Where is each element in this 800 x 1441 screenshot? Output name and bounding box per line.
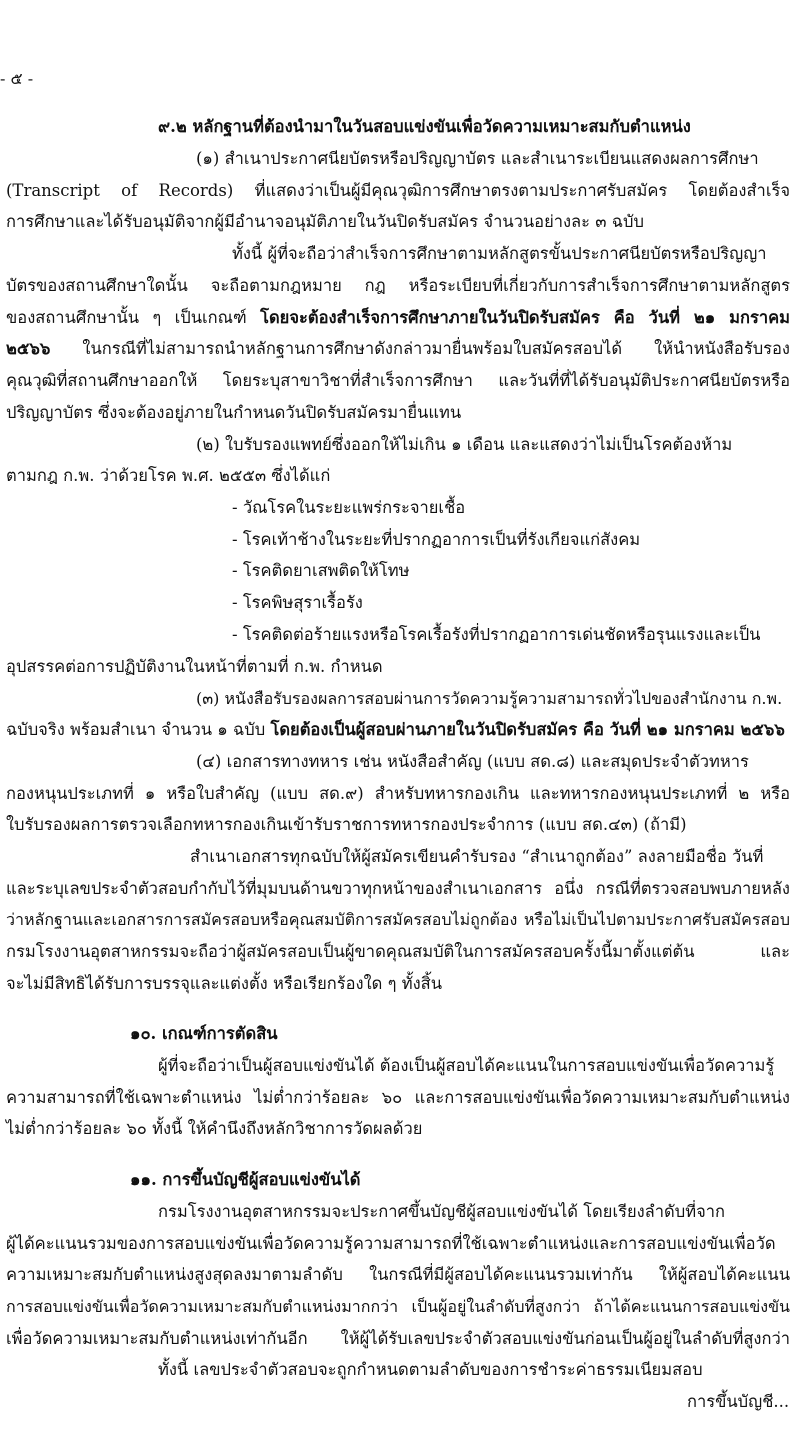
- item-1-line-6-normal: ของสถานศึกษานั้น ๆ เป็นเกณฑ์: [6, 308, 261, 327]
- section-10-heading: ๑๐. เกณฑ์การตัดสิน: [130, 1024, 278, 1043]
- item-1-line-1: (๑) สำเนาประกาศนียบัตรหรือปริญญาบัตร และสำเนาระเบียนแสดงผลการศึกษา: [196, 149, 759, 168]
- item-4-line-3: ใบรับรองผลการตรวจเลือกทหารกองเกินเข้ารับราชการทหารกองประจำการ (แบบ สด.๔๓) (ถ้ามี): [6, 815, 687, 834]
- note-line-5: จะไม่มีสิทธิได้รับการบรรจุและแต่งตั้ง หรือเรียกร้องใด ๆ ทั้งสิ้น: [6, 974, 443, 993]
- item-1-line-6: [6, 307, 790, 329]
- item-1-line-7-bold: ๒๕๖๖: [6, 339, 51, 358]
- item-3-line-2: [6, 719, 785, 741]
- section-11-heading: ๑๑. การขึ้นบัญชีผู้สอบแข่งขันได้: [130, 1170, 361, 1189]
- disease-item-3: - โรคติดยาเสพติดให้โทษ: [232, 561, 410, 580]
- section-9-2-heading: ๙.๒ หลักฐานที่ต้องนำมาในวันสอบแข่งขันเพื่อวัดความเหมาะสมกับตำแหน่ง: [158, 117, 691, 136]
- item-1-line-6-bold: โดยจะต้องสำเร็จการศึกษาภายในวันปิดรับสมัคร คือ วันที่ ๒๑ มกราคม: [260, 308, 791, 327]
- section-11-line-2: ผู้ได้คะแนนรวมของการสอบแข่งขันเพื่อวัดความรู้ความสามารถที่ใช้เฉพาะตำแหน่งและการสอบแข่งขันเพื่อวัด: [6, 1234, 776, 1253]
- item-2-line-1: (๒) ใบรับรองแพทย์ซึ่งออกให้ไม่เกิน ๑ เดือน และแสดงว่าไม่เป็นโรคต้องห้าม: [196, 435, 733, 454]
- note-line-3: ว่าหลักฐานและเอกสารการสมัครสอบหรือคุณสมบัติการสมัครสอบไม่ถูกต้อง หรือไม่เป็นไปตามประกาศรับสมัครสอบ: [6, 910, 790, 929]
- item-1-line-7: [6, 338, 790, 360]
- note-line-1: สำเนาเอกสารทุกฉบับให้ผู้สมัครเขียนคำรับรอง “สำเนาถูกต้อง” ลงลายมือชื่อ วันที่: [190, 847, 764, 866]
- item-4-line-2: กองหนุนประเภทที่ ๑ หรือใบสำคัญ (แบบ สด.๙) สำหรับทหารกองเกิน และทหารกองหนุนประเภทที่ ๒ หรือ: [6, 784, 790, 803]
- page-number: - ๕ -: [0, 69, 34, 88]
- disease-item-5-cont: อุปสรรคต่อการปฏิบัติงานในหน้าที่ตามที่ ก.พ. กำหนด: [6, 657, 383, 676]
- item-1-line-3: การศึกษาและได้รับอนุมัติจากผู้มีอำนาจอนุมัติภายในวันปิดรับสมัคร จำนวนอย่างละ ๓ ฉบับ: [6, 212, 644, 231]
- item-3-line-2-bold: โดยต้องเป็นผู้สอบผ่านภายในวันปิดรับสมัคร คือ วันที่ ๒๑ มกราคม ๒๕๖๖: [270, 720, 785, 739]
- note-line-4: กรมโรงงานอุตสาหกรรมจะถือว่าผู้สมัครสอบเป็นผู้ขาดคุณสมบัติในการสมัครสอบครั้งนี้มาตั้งแต่ต้น และ: [6, 942, 790, 961]
- disease-item-4: - โรคพิษสุราเรื้อรัง: [232, 593, 363, 612]
- section-11-line-1: กรมโรงงานอุตสาหกรรมจะประกาศขึ้นบัญชีผู้สอบแข่งขันได้ โดยเรียงลำดับที่จาก: [158, 1202, 726, 1221]
- item-1-line-8: คุณวุฒิที่สถานศึกษาออกให้ โดยระบุสาขาวิชาที่สำเร็จการศึกษา และวันที่ที่ได้รับอนุมัติประกาศนียบัตรหรือ: [6, 371, 790, 390]
- disease-item-5: - โรคติดต่อร้ายแรงหรือโรคเรื้อรังที่ปรากฏอาการเด่นชัดหรือรุนแรงและเป็น: [232, 625, 761, 644]
- item-1-line-2: (Transcript of Records) ที่แสดงว่าเป็นผู้มีคุณวุฒิการศึกษาตรงตามประกาศรับสมัคร โดยต้องสำเร็จ: [6, 181, 790, 200]
- item-1-line-5: บัตรของสถานศึกษาใดนั้น จะถือตามกฎหมาย กฎ หรือระเบียบที่เกี่ยวกับการสำเร็จการศึกษาตามหลักสูตร: [6, 276, 790, 295]
- note-line-2: และระบุเลขประจำตัวสอบกำกับไว้ที่มุมบนด้านขวาทุกหน้าของสำเนาเอกสาร อนึ่ง กรณีที่ตรวจสอบพบภายหลัง: [6, 879, 790, 898]
- item-4-line-1: (๔) เอกสารทางทหาร เช่น หนังสือสำคัญ (แบบ สด.๘) และสมุดประจำตัวทหาร: [196, 752, 749, 771]
- item-3-line-1: (๓) หนังสือรับรองผลการสอบผ่านการวัดความรู้ความสามารถทั่วไปของสำนักงาน ก.พ.: [196, 689, 783, 708]
- section-11-line-3: ความเหมาะสมกับตำแหน่งสูงสุดลงมาตามลำดับ ในกรณีที่มีผู้สอบได้คะแนนรวมเท่ากัน ให้ผู้สอบได้คะแนน: [6, 1265, 790, 1284]
- section-10-line-1: ผู้ที่จะถือว่าเป็นผู้สอบแข่งขันได้ ต้องเป็นผู้สอบได้คะแนนในการสอบแข่งขันเพื่อวัดความรู้: [158, 1056, 775, 1075]
- item-1-line-9: ปริญญาบัตร ซึ่งจะต้องอยู่ภายในกำหนดวันปิดรับสมัครมายื่นแทน: [6, 403, 462, 422]
- item-2-line-2: ตามกฎ ก.พ. ว่าด้วยโรค พ.ศ. ๒๕๕๓ ซึ่งได้แก่: [6, 466, 331, 485]
- item-1-line-4: ทั้งนี้ ผู้ที่จะถือว่าสำเร็จการศึกษาตามหลักสูตรขั้นประกาศนียบัตรหรือปริญญา: [232, 244, 767, 263]
- continuation-text: การขึ้นบัญชี...: [687, 1392, 790, 1411]
- section-10-line-2: ความสามารถที่ใช้เฉพาะตำแหน่ง ไม่ต่ำกว่าร้อยละ ๖๐ และการสอบแข่งขันเพื่อวัดความเหมาะสมกับตำแหน่ง: [6, 1088, 790, 1107]
- disease-item-1: - วัณโรคในระยะแพร่กระจายเชื้อ: [232, 498, 466, 517]
- item-1-line-7-normal: ในกรณีที่ไม่สามารถนำหลักฐานการศึกษาดังกล่าวมายื่นพร้อมใบสมัครสอบได้ ให้นำหนังสือรับรอง: [50, 339, 790, 358]
- section-11-line-4: การสอบแข่งขันเพื่อวัดความเหมาะสมกับตำแหน่งมากกว่า เป็นผู้อยู่ในลำดับที่สูงกว่า ถ้าได้คะแนนการสอบแข่งขัน: [6, 1297, 790, 1316]
- item-3-line-2-normal: ฉบับจริง พร้อมสำเนา จำนวน ๑ ฉบับ: [6, 720, 271, 739]
- section-11-line-6: ทั้งนี้ เลขประจำตัวสอบจะถูกกำหนดตามลำดับของการชำระค่าธรรมเนียมสอบ: [158, 1360, 703, 1379]
- section-10-line-3: ไม่ต่ำกว่าร้อยละ ๖๐ ทั้งนี้ ให้คำนึงถึงหลักวิชาการวัดผลด้วย: [6, 1119, 423, 1138]
- disease-item-2: - โรคเท้าช้างในระยะที่ปรากฏอาการเป็นที่รังเกียจแก่สังคม: [232, 530, 641, 549]
- section-11-line-5: เพื่อวัดความเหมาะสมกับตำแหน่งเท่ากันอีก ให้ผู้ได้รับเลขประจำตัวสอบแข่งขันก่อนเป็นผู้อยู่ในลำดับที่สูงกว่า: [6, 1329, 790, 1348]
